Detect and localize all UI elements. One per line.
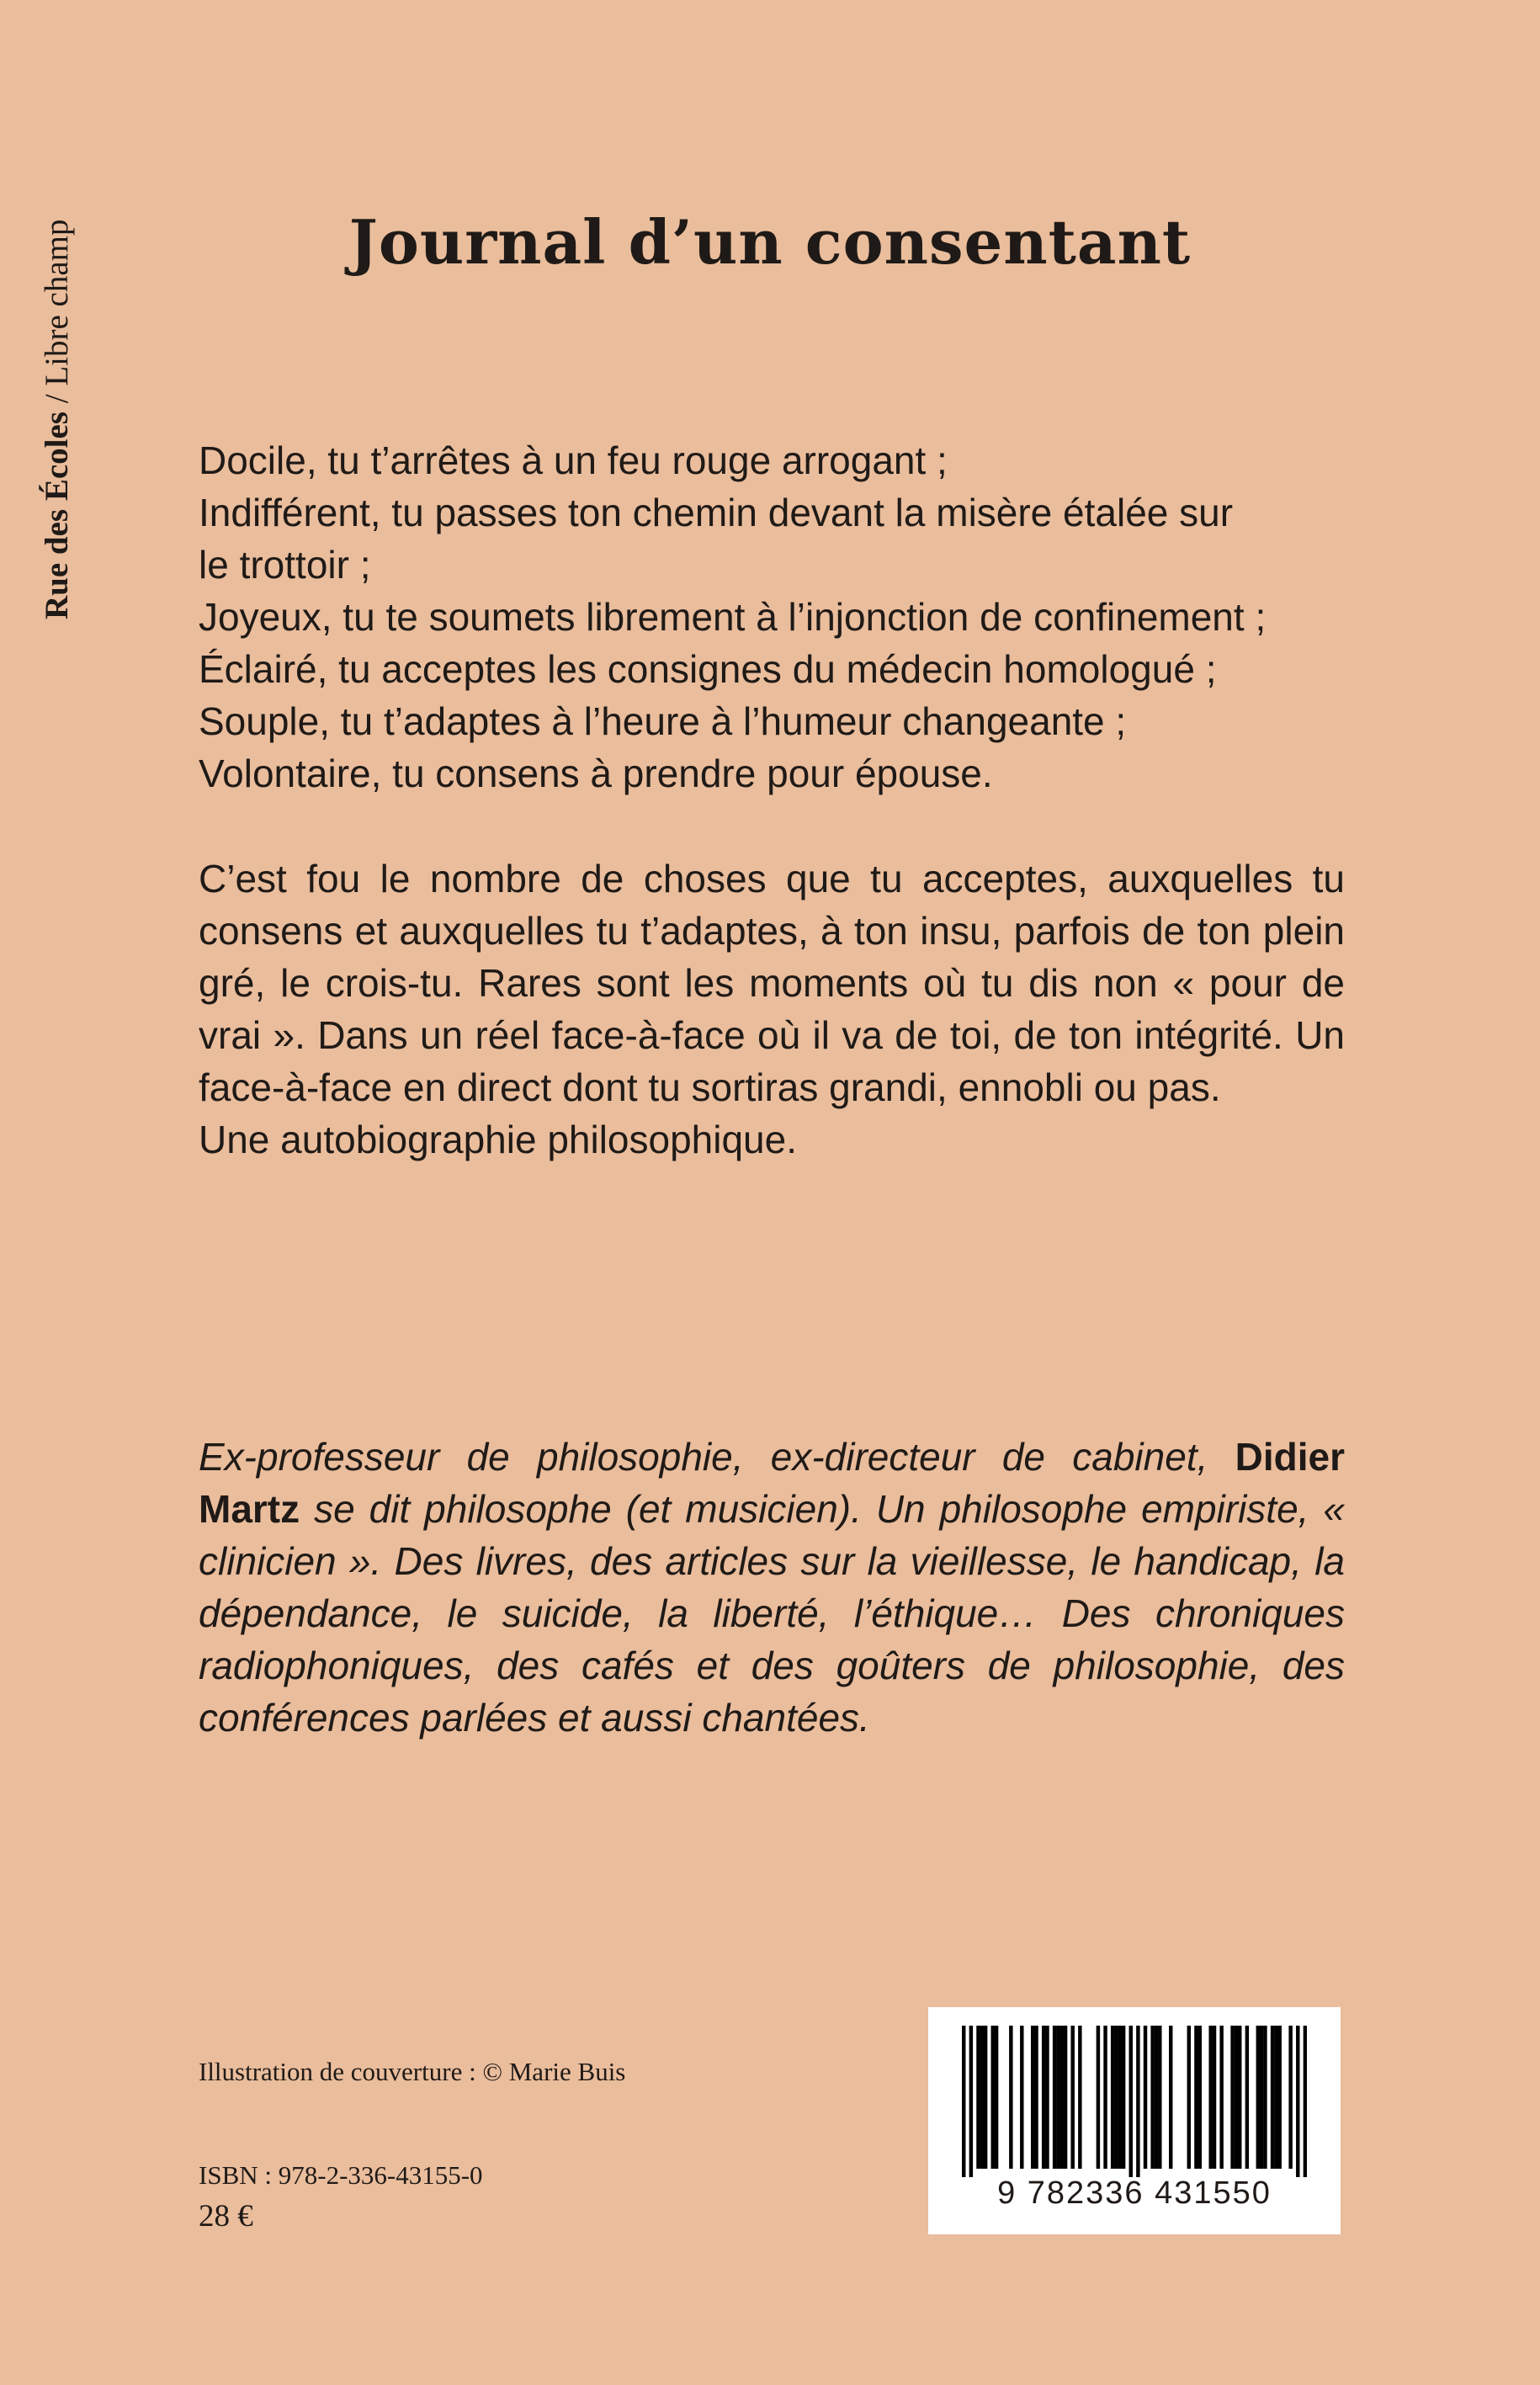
barcode-bar [1198, 2026, 1202, 2169]
poem-line: Docile, tu t’arrêtes à un feu rouge arrogant ; [199, 438, 948, 482]
barcode-bar [1238, 2026, 1241, 2169]
description-block [199, 853, 1345, 1166]
barcode-bar [976, 2026, 980, 2169]
barcode-bar [1260, 2026, 1263, 2169]
barcode-bar [1129, 2026, 1133, 2177]
barcode-bar [1009, 2026, 1012, 2169]
barcode-bar [1230, 2026, 1234, 2169]
barcode-bar [1194, 2026, 1197, 2169]
poem-line: Volontaire, tu consens à prendre pour épouse. [199, 752, 993, 795]
barcode-bar [1060, 2026, 1064, 2169]
barcode-bar [1213, 2026, 1216, 2169]
barcode-bar [1296, 2026, 1299, 2177]
barcode-bar [1169, 2026, 1172, 2169]
barcode-bar [1263, 2026, 1267, 2169]
barcode-bar [1078, 2026, 1081, 2169]
barcode-bar [1114, 2026, 1118, 2169]
poem-line: Éclairé, tu acceptes les consignes du médecin homologué ; [199, 647, 1217, 691]
bio-intro: Ex-professeur de philosophie, ex-directeur de cabinet, [199, 1435, 1235, 1479]
book-title: Journal d’un consentant [348, 206, 1192, 278]
barcode-digits: 9 782336 431550 [997, 2175, 1272, 2211]
description-paragraph: C’est fou le nombre de choses que tu acceptes, auxquelles tu consens et auxquelles tu t’adaptes, à ton insu, parfois de ton plein gré, le crois-tu. Rares sont les moments où tu dis non « pour de vrai ». Dans un réel face-à-face où il va de toi, de ton intégrité. Un face-à-face en direct dont tu sortiras grandi, ennobli ou pas. [199, 857, 1345, 1109]
poem-line: Souple, tu t’adaptes à l’heure à l’humeur changeante ; [199, 699, 1127, 743]
barcode-bar [1187, 2026, 1191, 2169]
barcode-bar [1064, 2026, 1067, 2169]
barcode-bar [1111, 2026, 1114, 2169]
illustration-credit: Illustration de couverture : © Marie Buis [199, 2057, 626, 2086]
barcode-bar [1277, 2026, 1281, 2169]
barcode-bar [1103, 2026, 1107, 2169]
bio-rest: se dit philosophe (et musicien). Un philosophe empiriste, « clinicien ». Des livres, des articles sur la vieillesse, le handicap, la dépendance, le suicide, la liberté, l’éthique… Des chroniques radiophoniques, des cafés et des goûters de philosophie, des conférences parlées et aussi chantées. [199, 1487, 1345, 1740]
barcode-bar [1034, 2026, 1038, 2169]
barcode-bar [1245, 2026, 1249, 2169]
barcode-bar [1122, 2026, 1125, 2169]
barcode-bar [969, 2026, 973, 2177]
barcode [928, 2007, 1341, 2234]
barcode-bar [1208, 2026, 1212, 2169]
poem-line: Joyeux, tu te soumets librement à l’injonction de confinement ; [199, 595, 1267, 639]
barcode-bar [995, 2026, 998, 2169]
barcode-bar [962, 2026, 965, 2177]
poem-block [199, 434, 1345, 799]
barcode-bar [1045, 2026, 1049, 2169]
barcode-bar [1219, 2026, 1223, 2169]
barcode-bar [1304, 2026, 1307, 2177]
price: 28 € [199, 2199, 253, 2234]
author-name: Didier Martz [199, 1435, 1345, 1531]
barcode-bar [1136, 2026, 1139, 2177]
barcode-bar [980, 2026, 984, 2169]
barcode-bar [1042, 2026, 1045, 2169]
barcode-bar [1235, 2026, 1238, 2169]
barcode-bar [1144, 2026, 1147, 2169]
barcode-bar [991, 2026, 995, 2169]
barcode-bar [1031, 2026, 1034, 2169]
description-tagline: Une autobiographie philosophique. [199, 1118, 798, 1161]
spine-series: Rue des Écoles [39, 412, 75, 619]
barcode-bar [1070, 2026, 1074, 2169]
barcode-bar [1271, 2026, 1274, 2169]
barcode-bar [1256, 2026, 1260, 2169]
poem-line: Indifférent, tu passes ton chemin devant la misère étalée sur [199, 491, 1234, 534]
barcode-bar [1288, 2026, 1292, 2169]
spine-separator: / [39, 385, 75, 412]
barcode-bar [1118, 2026, 1122, 2169]
isbn: ISBN : 978-2-336-43155-0 [199, 2160, 483, 2190]
author-bio [199, 1431, 1345, 1744]
barcode-bar [1056, 2026, 1059, 2169]
barcode-bar [1158, 2026, 1161, 2169]
poem-line: le trottoir ; [199, 543, 371, 587]
spine-text [35, 72, 79, 619]
barcode-bar [1097, 2026, 1100, 2169]
barcode-bar [1150, 2026, 1154, 2169]
spine-collection: Libre champ [39, 219, 75, 386]
barcode-bar [1053, 2026, 1056, 2169]
barcode-bar [1155, 2026, 1158, 2169]
barcode-bar [984, 2026, 987, 2169]
barcode-bar [1020, 2026, 1023, 2169]
barcode-bars [962, 2026, 1307, 2177]
author-bio-paragraph [199, 1431, 1345, 1744]
barcode-bar [1274, 2026, 1277, 2169]
